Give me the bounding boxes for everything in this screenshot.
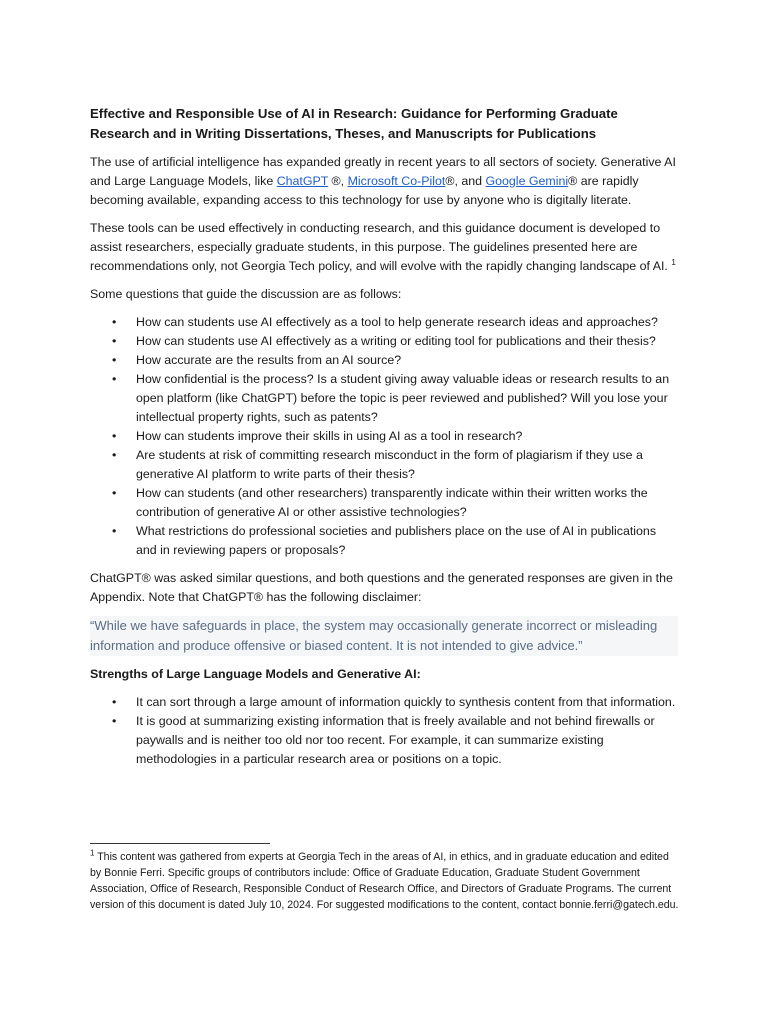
bullet-icon: •	[112, 524, 117, 538]
question-text: How can students improve their skills in using AI as a tool in research?	[136, 429, 523, 443]
list-item	[90, 712, 678, 769]
list-item	[90, 313, 678, 332]
list-item	[90, 446, 678, 484]
guidance-text: These tools can be used effectively in conducting research, and this guidance document is developed to assist researchers, especially graduate students, in this purpose. The guidelines presented here are recommendations only, not Georgia Tech policy, and will evolve with the rapidly changing landscape of AI.	[90, 221, 672, 273]
list-item	[90, 351, 678, 370]
questions-list	[90, 313, 678, 560]
question-text: How can students use AI effectively as a writing or editing tool for publications and their thesis?	[136, 334, 656, 348]
strengths-list	[90, 693, 678, 769]
question-text: How confidential is the process? Is a student giving away valuable ideas or research results to an open platform (like ChatGPT) before the topic is peer reviewed and published? Will you lose your intellectual property rights, such as patents?	[136, 372, 670, 424]
appendix-note: ChatGPT® was asked similar questions, and both questions and the generated responses are given in the Appendix. Note that ChatGPT® has the following disclaimer:	[90, 571, 673, 604]
intro-text-between-1: ®,	[328, 174, 348, 188]
disclaimer-quote: “While we have safeguards in place, the system may occasionally generate incorrect or misleading information and produce offensive or biased content. It is not intended to give advice.”	[90, 616, 678, 656]
google-gemini-link[interactable]: Google Gemini	[485, 174, 569, 188]
strength-text: It is good at summarizing existing information that is freely available and not behind firewalls or paywalls and is neither too old nor too recent. For example, it can summarize existing methodologies in a particular research area or positions on a topic.	[136, 714, 655, 766]
bullet-icon: •	[112, 695, 117, 709]
list-item	[90, 484, 678, 522]
question-text: How can students (and other researchers) transparently indicate within their written works the contribution of generative AI or other assistive technologies?	[136, 486, 648, 519]
footnote-divider	[90, 843, 270, 844]
bullet-icon: •	[112, 372, 117, 386]
guidance-paragraph	[90, 219, 678, 276]
list-item	[90, 370, 678, 427]
question-text: What restrictions do professional societies and publishers place on the use of AI in publications and in reviewing papers or proposals?	[136, 524, 657, 557]
bullet-icon: •	[112, 448, 117, 462]
strength-text: It can sort through a large amount of information quickly to synthesis content from that information.	[136, 695, 676, 709]
bullet-icon: •	[112, 486, 117, 500]
question-text: Are students at risk of committing research misconduct in the form of plagiarism if they use a generative AI platform to write parts of their thesis?	[136, 448, 643, 481]
bullet-icon: •	[112, 429, 117, 443]
footnote-text: This content was gathered from experts at Georgia Tech in the areas of AI, in ethics, and in graduate education and edited by Bonnie Ferri. Specific groups of contributors include: Office of Graduate Education, Graduate Student Government Association, Office of Research, Responsible Conduct of Research Office, and Directors of Graduate Programs. The current version of this document is dated July 10, 2024. For suggested modifications to the content, contact bonnie.ferri@gatech.edu.	[90, 851, 679, 911]
bullet-icon: •	[112, 353, 117, 367]
intro-text-after: ® are rapidly becoming available, expanding access to this technology for use by anyone who is digitally literate.	[90, 174, 639, 207]
list-item	[90, 693, 678, 712]
strengths-heading: Strengths of Large Language Models and Generative AI:	[90, 667, 421, 681]
intro-paragraph	[90, 153, 678, 210]
intro-text-between-2: ®, and	[445, 174, 486, 188]
footnote-reference[interactable]: 1	[671, 257, 676, 267]
footnote-marker: 1	[90, 848, 95, 858]
document-title: Effective and Responsible Use of AI in Research: Guidance for Performing Graduate Research and in Writing Dissertations, Theses, and Manuscripts for Publications	[90, 106, 618, 141]
footnote	[90, 849, 680, 913]
microsoft-copilot-link[interactable]: Microsoft Co-Pilot	[347, 174, 446, 188]
question-text: How accurate are the results from an AI source?	[136, 353, 402, 367]
chatgpt-link[interactable]: ChatGPT	[276, 174, 329, 188]
intro-text-before: The use of artificial intelligence has expanded greatly in recent years to all sectors of society. Generative AI and Large Language Models, like	[90, 155, 676, 188]
bullet-icon: •	[112, 714, 117, 728]
list-item	[90, 427, 678, 446]
bullet-icon: •	[112, 315, 117, 329]
question-text: How can students use AI effectively as a tool to help generate research ideas and approaches?	[136, 315, 658, 329]
bullet-icon: •	[112, 334, 117, 348]
list-item	[90, 522, 678, 560]
list-item	[90, 332, 678, 351]
questions-intro: Some questions that guide the discussion are as follows:	[90, 287, 402, 301]
